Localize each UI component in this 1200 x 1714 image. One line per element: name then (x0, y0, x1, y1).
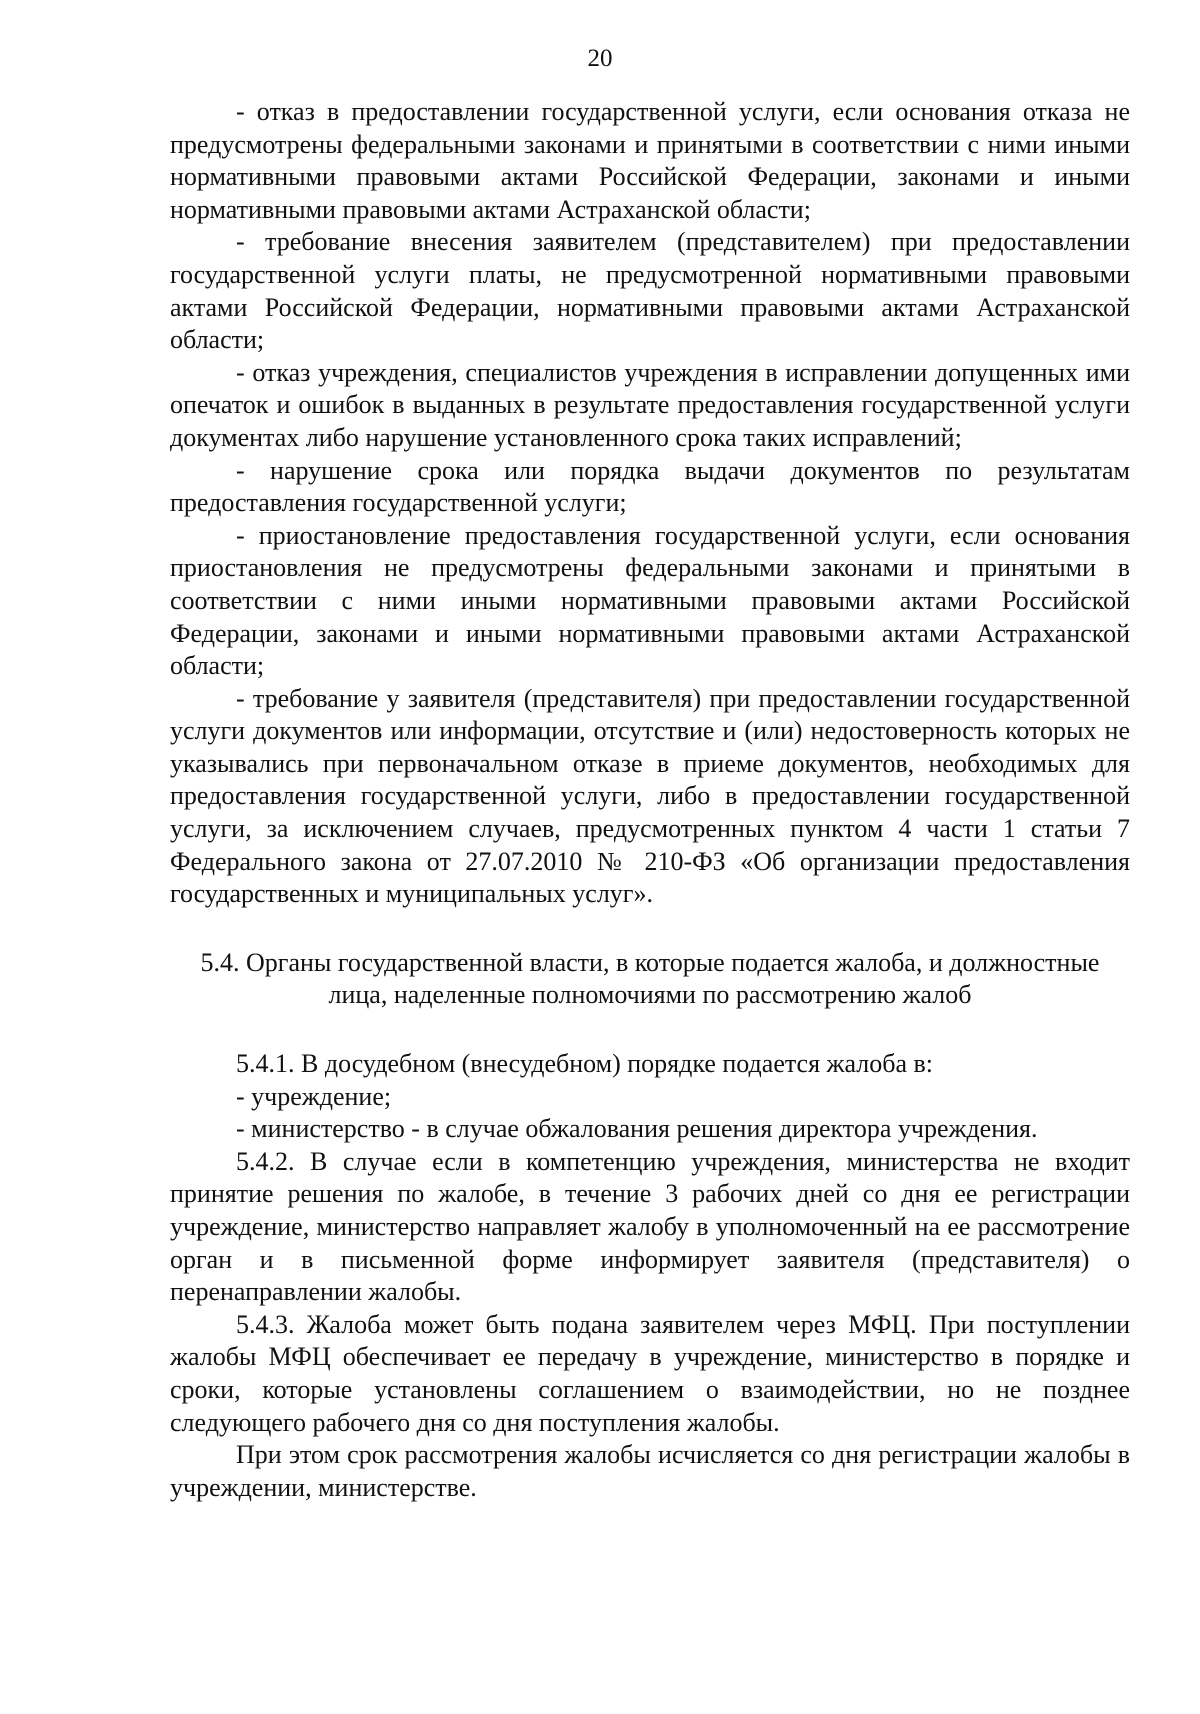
paragraph-5-4-1: 5.4.1. В досудебном (внесудебном) порядке подается жалоба в: (236, 1049, 934, 1079)
paragraph-refusal-of-service: - отказ в предоставлении государственной услуги, если основания отказа не предусмотрены федеральными законами и принятыми в соответствии с ними иными нормативными правовыми актами Российской Федерации, законами и иными нормативными правовыми актами Астраханской области; (170, 97, 1130, 224)
document-body (170, 96, 1130, 1504)
paragraph-suspension-of-service: - приостановление предоставления государственной услуги, если основания приостановления не предусмотрены федеральными законами и принятыми в соответствии с ними иными нормативными правовыми актами Российской Федерации, законами и иными нормативными правовыми актами Астраханской области; (170, 520, 1130, 681)
paragraph-deadline-violation: - нарушение срока или порядка выдачи документов по результатам предоставления государственной услуги; (170, 455, 1130, 518)
paragraph-refusal-to-correct-errors: - отказ учреждения, специалистов учреждения в исправлении допущенных ими опечаток и ошибок в выданных в результате предоставления государственной услуги документах либо нарушение установленного срока таких исправлений; (170, 357, 1130, 452)
section-heading: 5.4. Органы государственной власти, в которые подается жалоба, и должностные лица, наделенные полномочиями по рассмотрению жалоб (200, 947, 1100, 1010)
list-item-institution: - учреждение; (236, 1081, 392, 1111)
paragraph-5-4-2: 5.4.2. В случае если в компетенцию учреждения, министерства не входит принятие решения по жалобе, в течение 3 рабочих дней со дня ее регистрации учреждение, министерство направляет жалобу в уполномоченный на ее рассмотрение орган и в письменной форме информирует заявителя (представителя) о перенаправлении жалобы. (170, 1146, 1130, 1307)
list-item-ministry: - министерство - в случае обжалования решения директора учреждения. (236, 1114, 1038, 1144)
page-number: 20 (587, 45, 613, 72)
paragraph-fee-requirement: - требование внесения заявителем (представителем) при предоставлении государственной услуги платы, не предусмотренной нормативными правовыми актами Российской Федерации, нормативными правовыми актами Астраханской области; (170, 227, 1130, 355)
paragraph-document-requirement: - требование у заявителя (представителя) при предоставлении государственной услуги документов или информации, отсутствие и (или) недостоверность которых не указывались при первоначальном отказе в приеме документов, необходимых для предоставления государственной услуги, либо в предоставлении государственной услуги, за исключением случаев, предусмотренных пунктом 4 части 1 статьи 7 Федерального закона от 27.07.2010 № 210-ФЗ «Об организации предоставления государственных и муниципальных услуг». (170, 683, 1130, 909)
paragraph-5-4-3: 5.4.3. Жалоба может быть подана заявителем через МФЦ. При поступлении жалобы МФЦ обеспечивает ее передачу в учреждение, министерство в порядке и сроки, которые установлены соглашением о взаимодействии, но не позднее следующего рабочего дня со дня поступления жалобы. (170, 1309, 1130, 1437)
paragraph-review-period: При этом срок рассмотрения жалобы исчисляется со дня регистрации жалобы в учреждении, министерстве. (170, 1440, 1130, 1502)
